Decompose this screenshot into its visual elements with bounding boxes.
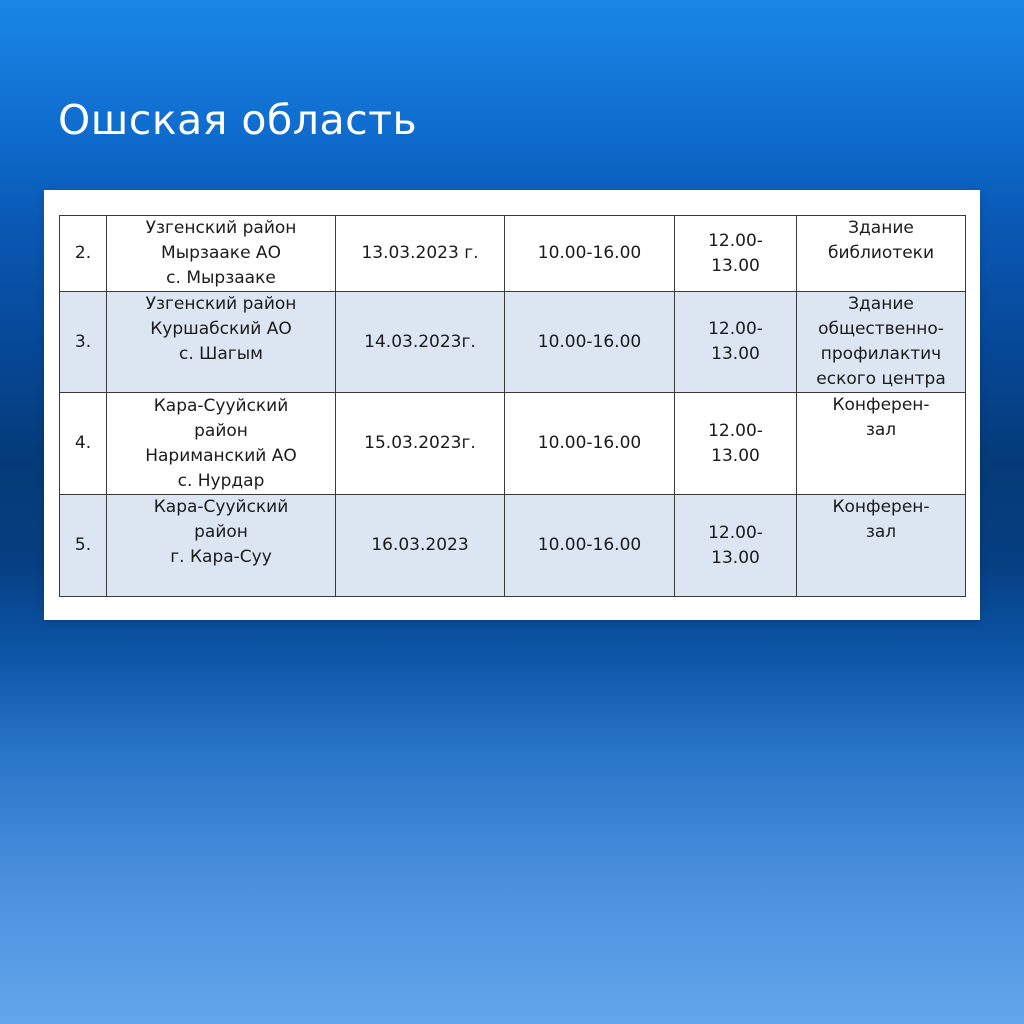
table-row [60,393,966,495]
page-title: Ошская область [58,96,418,144]
hours-cell: 10.00-16.00 [505,393,675,495]
location-line: с. Шагым [179,344,263,364]
location-line: Куршабский АО [150,319,292,339]
date-cell: 15.03.2023г. [336,393,505,495]
venue-cell [797,292,966,393]
schedule-card [44,190,980,620]
break-cell [675,216,797,292]
venue-cell [797,393,966,495]
row-number: 2. [60,216,107,292]
venue-line: зал [865,420,897,440]
break-cell [675,393,797,495]
location-cell [107,393,336,495]
location-line: с. Мырзааке [166,268,276,288]
venue-line: еского центра [816,369,946,389]
break-line: 13.00 [711,445,760,466]
venue-line: Здание [848,294,914,314]
location-cell [107,292,336,393]
location-line: с. Нурдар [177,470,265,491]
hours-cell: 10.00-16.00 [505,216,675,292]
location-line: Кара-Сууйский [153,497,289,517]
break-cell [675,495,797,597]
hours-cell: 10.00-16.00 [505,495,675,597]
location-cell [107,216,336,292]
location-line: Кара-Сууйский [153,395,289,416]
row-number: 3. [60,292,107,393]
break-line: 12.00- [708,420,763,441]
break-line: 13.00 [711,547,760,568]
table-row [60,495,966,597]
location-cell [107,495,336,597]
row-number: 5. [60,495,107,597]
location-line: Узгенский район [145,218,297,238]
hours-cell: 10.00-16.00 [505,292,675,393]
break-line: 12.00- [708,230,763,251]
location-line: район [194,420,248,441]
date-cell: 13.03.2023 г. [336,216,505,292]
venue-line: Конферен- [832,395,930,415]
location-line: г. Кара-Суу [170,547,272,567]
row-number: 4. [60,393,107,495]
venue-line: профилактич [820,344,942,364]
venue-line: Здание [848,218,914,238]
location-line: Нариманский АО [145,445,297,466]
venue-line: Конферен- [832,497,930,517]
break-line: 12.00- [708,522,763,543]
break-line: 12.00- [708,319,763,339]
date-cell: 14.03.2023г. [336,292,505,393]
location-line: Мырзааке АО [161,243,281,263]
venue-line: зал [865,522,897,542]
venue-line: библиотеки [827,243,934,263]
venue-cell [797,216,966,292]
venue-line: общественно- [818,319,944,339]
break-line: 13.00 [711,344,760,364]
location-line: район [194,522,248,542]
date-cell: 16.03.2023 [336,495,505,597]
break-cell [675,292,797,393]
schedule-table [59,215,966,597]
location-line: Узгенский район [145,294,297,314]
venue-cell [797,495,966,597]
table-row [60,292,966,393]
break-line: 13.00 [711,255,760,276]
table-row [60,216,966,292]
